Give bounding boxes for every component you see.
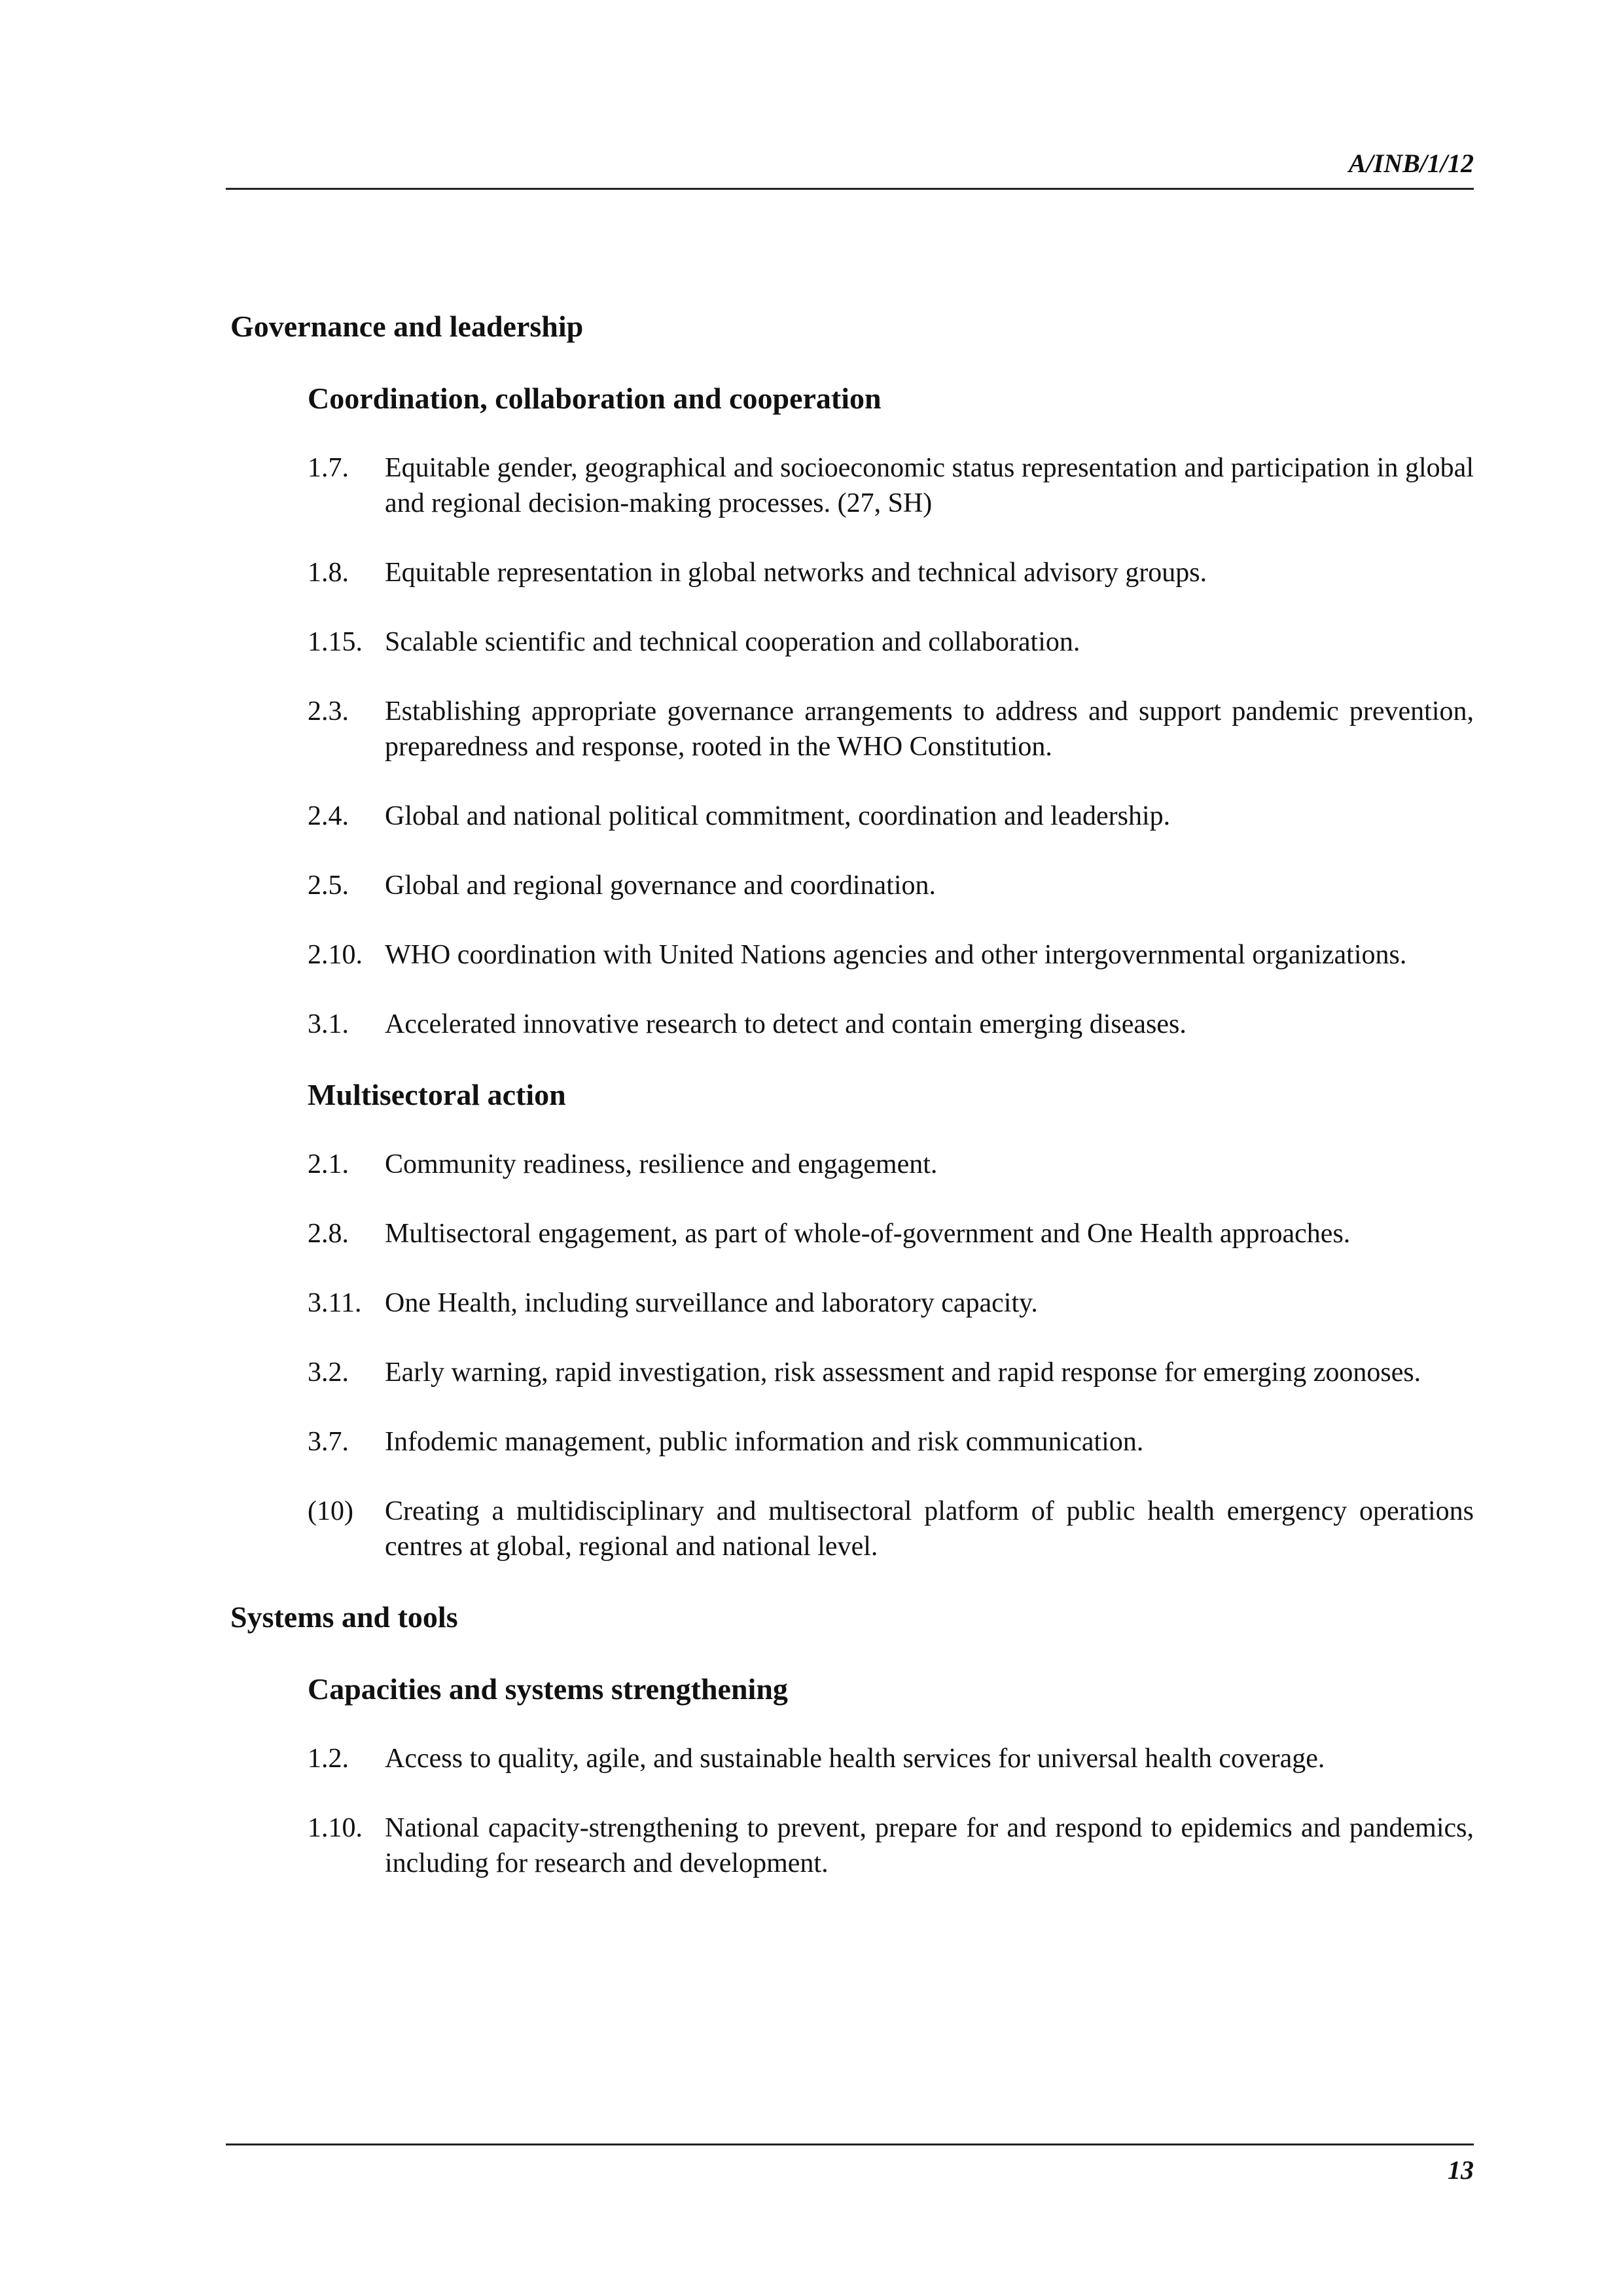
item-text: Equitable representation in global networks and technical advisory groups. [385, 558, 1207, 588]
document-body [230, 308, 1474, 1915]
item-text: Community readiness, resilience and engagement. [385, 1149, 938, 1179]
list-item [308, 1741, 1474, 1776]
item-text: Accelerated innovative research to detect and contain emerging diseases. [385, 1009, 1186, 1039]
list-item [308, 1285, 1474, 1321]
list-item [308, 1494, 1474, 1564]
item-number: 1.7. [308, 453, 349, 483]
item-number: 1.2. [308, 1744, 349, 1774]
subsection-heading: Capacities and systems strengthening [308, 1672, 788, 1706]
item-text: Establishing appropriate governance arrangements to address and support pandemic prevention, preparedness and response, rooted in the WHO Constitution. [385, 696, 1474, 762]
item-number: 3.7. [308, 1427, 349, 1457]
page-number: 13 [1448, 2155, 1474, 2185]
item-text: Infodemic management, public information and risk communication. [385, 1427, 1144, 1457]
item-number: 2.3. [308, 696, 349, 726]
item-number: 2.10. [308, 940, 363, 970]
item-text: Early warning, rapid investigation, risk assessment and rapid response for emerging zoonoses. [385, 1357, 1421, 1388]
list-item [308, 1424, 1474, 1460]
item-number: 3.1. [308, 1009, 349, 1039]
header-rule [226, 188, 1474, 190]
item-number: 3.2. [308, 1357, 349, 1388]
item-number: 2.4. [308, 801, 349, 831]
item-number: 3.11. [308, 1288, 362, 1318]
item-text: Creating a multidisciplinary and multisectoral platform of public health emergency operations centres at global, regional and national level. [385, 1496, 1474, 1562]
list-item [308, 1216, 1474, 1251]
document-reference: A/INB/1/12 [1348, 149, 1474, 178]
item-number: 2.1. [308, 1149, 349, 1179]
item-text: WHO coordination with United Nations agencies and other intergovernmental organizations. [385, 940, 1407, 970]
list-item [308, 1810, 1474, 1881]
subsection-heading: Coordination, collaboration and cooperation [308, 382, 882, 415]
item-text: Scalable scientific and technical cooperation and collaboration. [385, 627, 1080, 657]
list-item [308, 937, 1474, 973]
item-text: Multisectoral engagement, as part of whole-of-government and One Health approaches. [385, 1219, 1351, 1249]
item-number: 1.10. [308, 1813, 363, 1843]
list-item [308, 868, 1474, 903]
list-item [308, 1007, 1474, 1042]
list-item [308, 1355, 1474, 1390]
item-text: Access to quality, agile, and sustainable health services for universal health coverage. [385, 1744, 1325, 1774]
item-number: 1.8. [308, 558, 349, 588]
list-item [308, 798, 1474, 834]
item-number: 1.15. [308, 627, 363, 657]
list-item [308, 1147, 1474, 1182]
item-text: Global and national political commitment, coordination and leadership. [385, 801, 1171, 831]
footer-rule [226, 2144, 1474, 2145]
section-heading: Systems and tools [230, 1600, 458, 1634]
list-item [308, 694, 1474, 764]
list-item [308, 624, 1474, 660]
item-text: Global and regional governance and coordination. [385, 870, 936, 901]
item-text: One Health, including surveillance and laboratory capacity. [385, 1288, 1038, 1318]
item-number: (10) [308, 1496, 353, 1526]
list-item [308, 555, 1474, 590]
item-number: 2.8. [308, 1219, 349, 1249]
section-heading: Governance and leadership [230, 310, 584, 343]
item-number: 2.5. [308, 870, 349, 901]
list-item [308, 450, 1474, 521]
item-text: Equitable gender, geographical and socioeconomic status representation and participation in global and regional decision-making processes. (27, SH) [385, 453, 1474, 518]
item-text: National capacity-strengthening to prevent, prepare for and respond to epidemics and pandemics, including for research and development. [385, 1813, 1474, 1878]
subsection-heading: Multisectoral action [308, 1078, 566, 1111]
